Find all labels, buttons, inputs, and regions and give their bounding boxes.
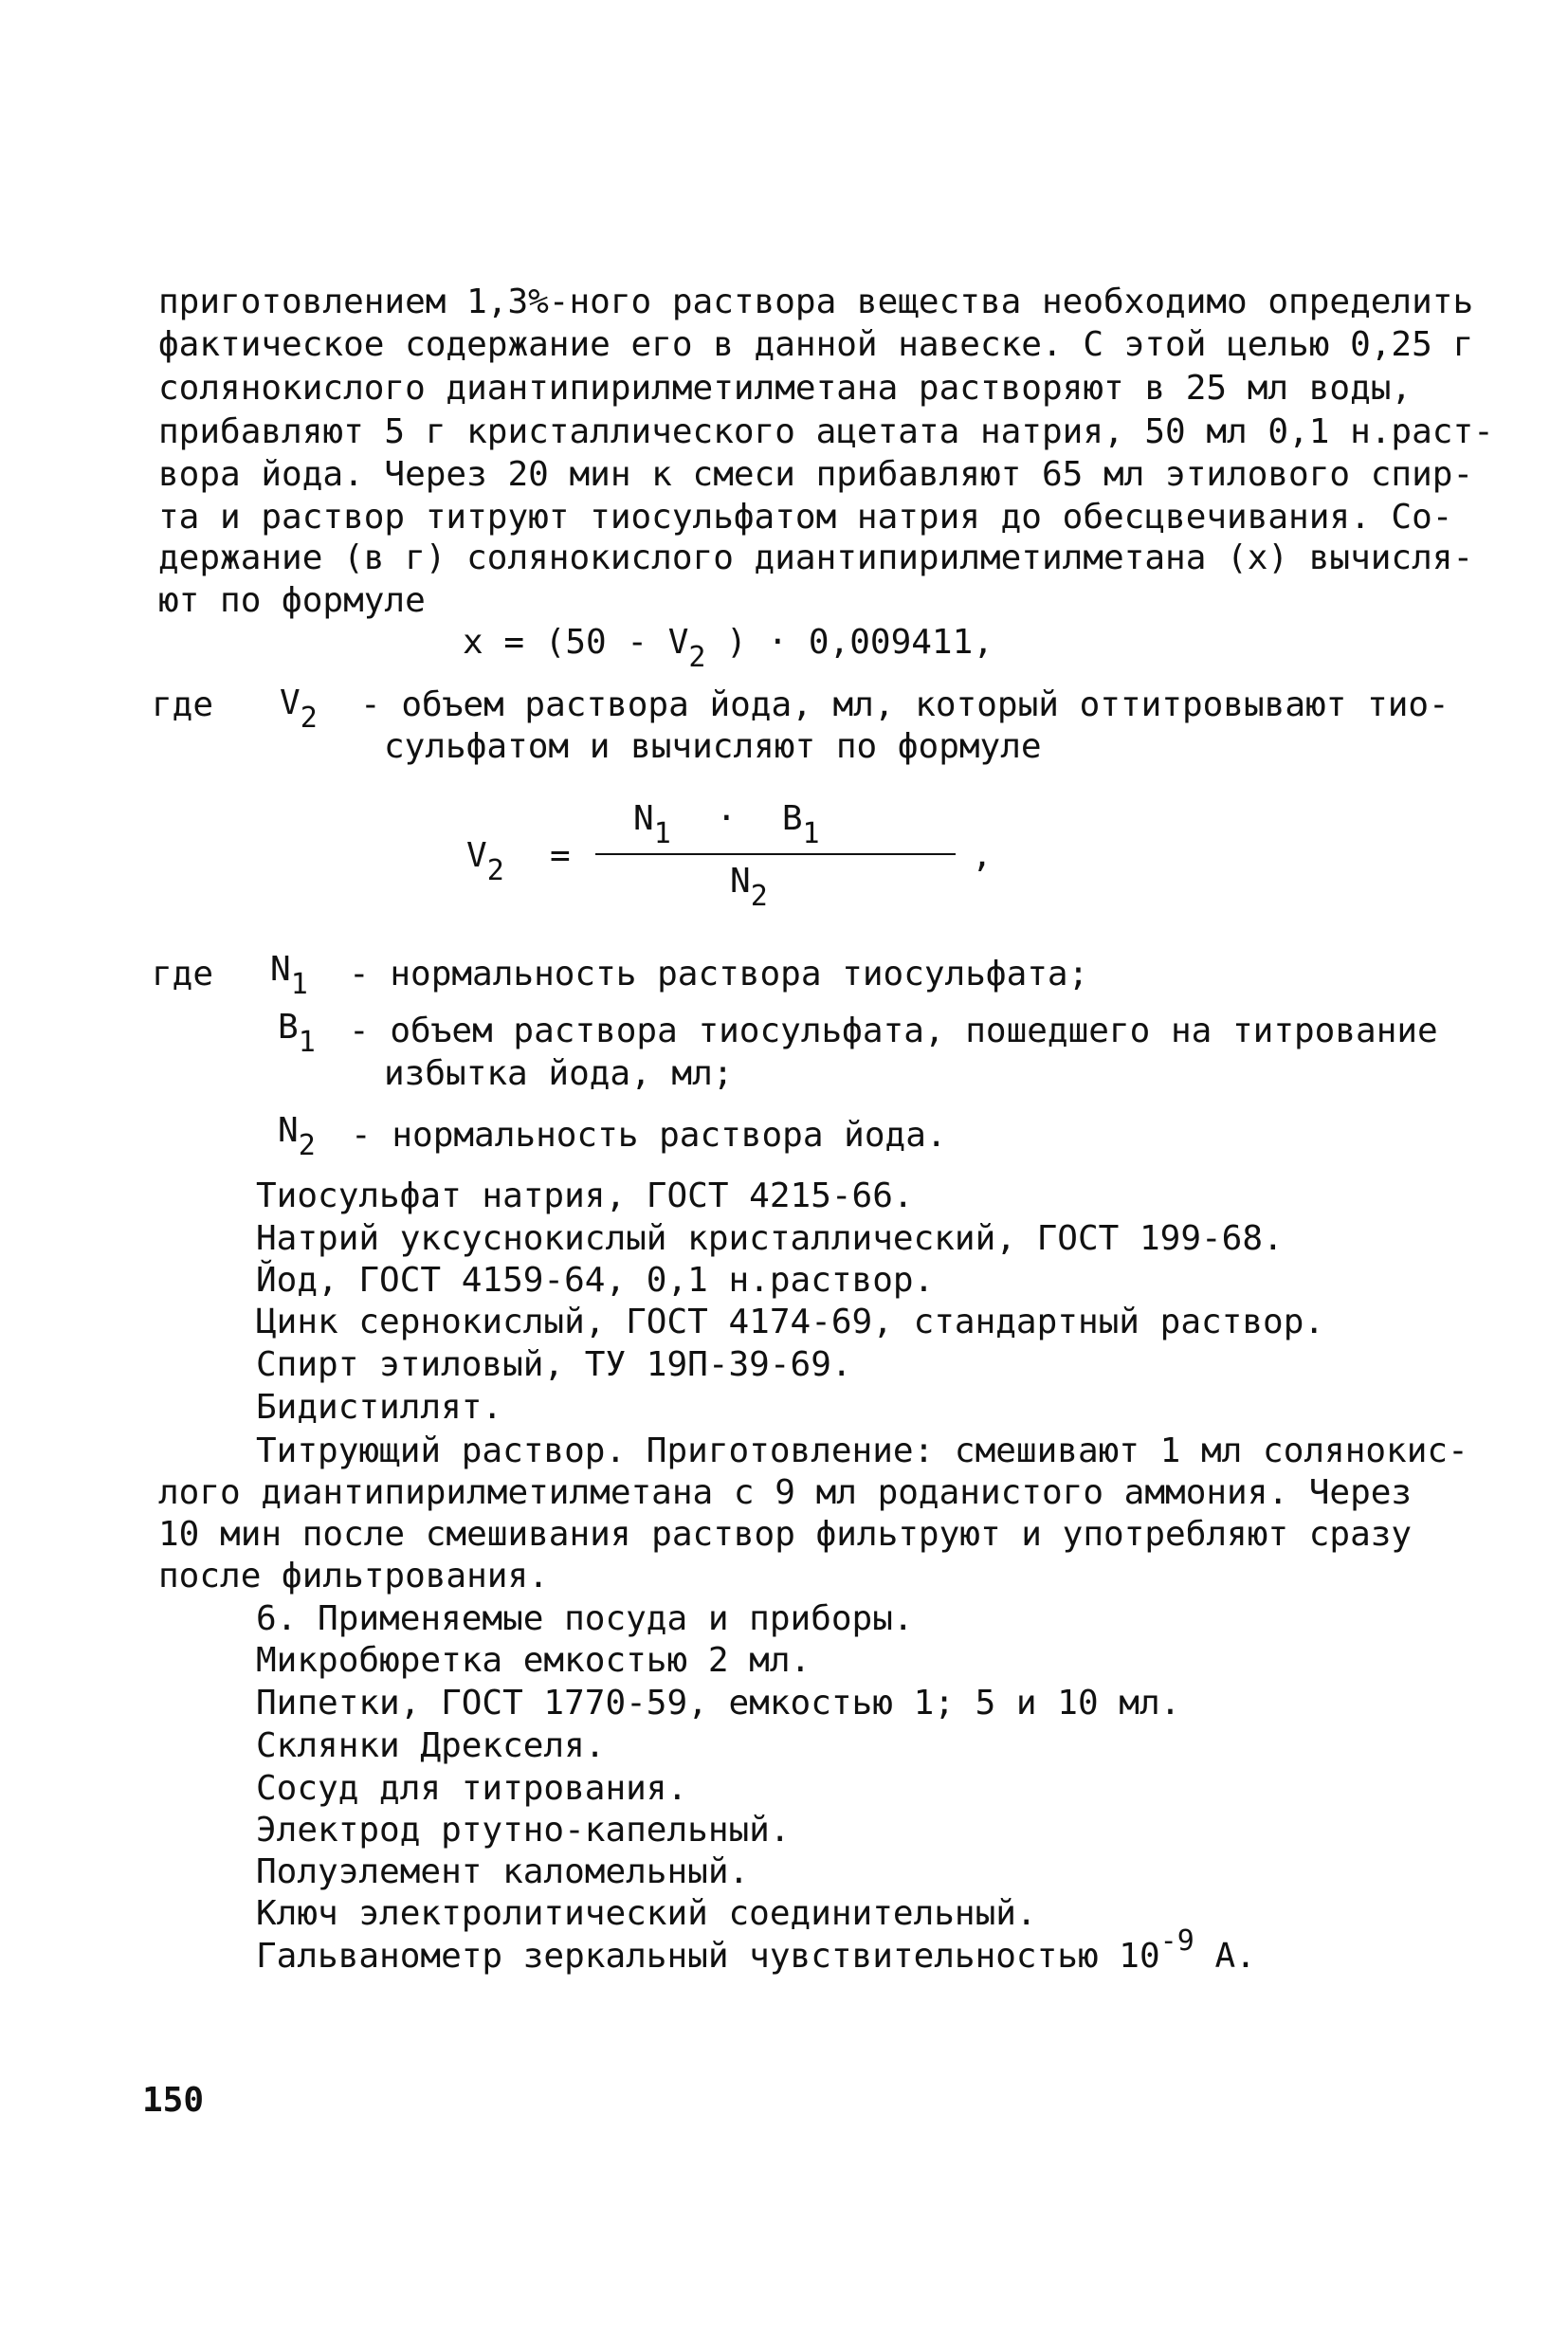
equipment-item: Микробюретка емкостью 2 мл. (256, 1641, 811, 1680)
reagent-item: Цинк сернокислый, ГОСТ 4174-69, стандартный раствор. (256, 1303, 1325, 1341)
equals-sign: = (550, 836, 571, 875)
trailing-comma: , (972, 836, 993, 875)
titrant-line: лого диантипирилметилметана с 9 мл роданистого аммония. Через (158, 1473, 1413, 1512)
where-label: где (152, 955, 214, 994)
definition-n1: - нормальность раствора тиосульфата; (349, 955, 1089, 994)
formula-x: $x = (50 - V_2$ ) · 0,009411, (463, 623, 994, 674)
intro-line: приготовлением 1,3%-ного раствора вещества необходимо определить (158, 283, 1474, 321)
formula-v2-lhs: $V_2$ (466, 836, 504, 887)
intro-line: фактическое содержание его в данной навеске. С этой целью 0,25 г (158, 325, 1474, 364)
definition-b1: - объем раствора тиосульфата, пошедшего на титрование (349, 1012, 1438, 1050)
symbol-v2: $V_2$ (280, 684, 318, 735)
titrant-line: 10 мин после смешивания раствор фильтруют и употребляют сразу (158, 1515, 1413, 1554)
fraction-numerator: $N_1 \cdot B_1$ (633, 799, 820, 850)
equipment-item: Пипетки, ГОСТ 1770-59, емкостью 1; 5 и 10 мл. (256, 1684, 1181, 1723)
intro-line: вора йода. Через 20 мин к смеси прибавляют 65 мл этилового спир- (158, 455, 1474, 494)
intro-line: прибавляют 5 г кристаллического ацетата натрия, 50 мл 0,1 н.раст- (158, 412, 1494, 451)
symbol-b1: $B_1$ (278, 1008, 316, 1059)
titrant-line: после фильтрования. (158, 1557, 549, 1595)
intro-line: ют по формуле (158, 581, 426, 620)
equipment-item: Ключ электролитический соединительный. (256, 1894, 1037, 1933)
reagent-item: Спирт этиловый, ТУ 19П-39-69. (256, 1345, 852, 1384)
symbol-n2: $N_2$ (278, 1111, 316, 1162)
page-number: 150 (142, 2081, 205, 2120)
intro-line: та и раствор титруют тиосульфатом натрия до обесцвечивания. Со- (158, 498, 1453, 537)
reagent-item: Тиосульфат натрия, ГОСТ 4215-66. (256, 1176, 914, 1215)
intro-line: держание (в г) солянокислого диантипирилметилметана (x) вычисля- (158, 538, 1474, 577)
titrant-line: Титрующий раствор. Приготовление: смешивают 1 мл солянокис- (256, 1431, 1468, 1470)
definition-b1-cont: избытка йода, мл; (384, 1054, 734, 1093)
reagent-item: Натрий уксуснокислый кристаллический, ГОСТ 199-68. (256, 1219, 1284, 1258)
definition-n2: - нормальность раствора йода. (351, 1116, 947, 1155)
intro-line: солянокислого диантипирилметилметана растворяют в 25 мл воды, (158, 369, 1413, 408)
definition-v2: - объем раствора йода, мл, который оттитровывают тио- (360, 685, 1449, 724)
reagent-item: Йод, ГОСТ 4159-64, 0,1 н.раствор. (256, 1261, 935, 1300)
equipment-item: Электрод ртутно-капельный. (256, 1811, 791, 1850)
where-label: где (152, 685, 214, 724)
fraction-bar (595, 853, 956, 855)
equipment-heading: 6. Применяемые посуда и приборы. (256, 1599, 914, 1638)
definition-v2-cont: сульфатом и вычисляют по формуле (384, 727, 1042, 766)
equipment-item: Склянки Дрекселя. (256, 1726, 606, 1765)
reagent-item: Бидистиллят. (256, 1388, 503, 1427)
equipment-item: Сосуд для титрования. (256, 1769, 688, 1808)
symbol-n1: $N_1$ (270, 950, 308, 1001)
fraction-denominator: $N_2$ (730, 862, 768, 913)
equipment-item: Полуэлемент каломельный. (256, 1852, 750, 1891)
equipment-item: Гальванометр зеркальный чувствительностью $10^{-9}$ A. (256, 1924, 1256, 1976)
